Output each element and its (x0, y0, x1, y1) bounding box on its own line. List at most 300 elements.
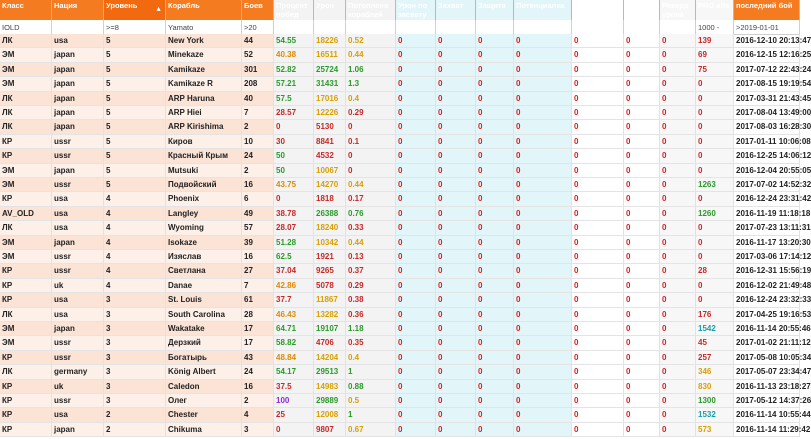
table-cell: ARP Hiei (166, 106, 242, 119)
table-cell: 0 (696, 120, 734, 133)
table-cell: ussr (52, 351, 104, 364)
table-cell: 0 (436, 236, 476, 249)
table-cell: 39 (242, 236, 274, 249)
table-cell: 5 (104, 106, 166, 119)
table-cell: 37.5 (274, 380, 314, 393)
column-header-13[interactable] (624, 0, 660, 20)
table-cell: 75 (696, 63, 734, 76)
column-header-14[interactable] (660, 0, 696, 20)
table-cell: 14983 (314, 380, 346, 393)
table-cell: 0 (514, 293, 572, 306)
table-cell: 50 (274, 164, 314, 177)
filter-cell-14 (660, 20, 696, 34)
table-cell: 0 (624, 207, 660, 220)
table-cell: 0 (624, 394, 660, 407)
table-cell: 0 (514, 149, 572, 162)
table-cell: 0 (396, 221, 436, 234)
table-cell: 2016-12-10 20:13:47 (734, 34, 800, 47)
table-cell: 0 (476, 63, 514, 76)
table-cell: 61 (242, 293, 274, 306)
table-row[interactable] (0, 293, 811, 307)
table-cell: 3 (104, 322, 166, 335)
table-cell: 5 (104, 63, 166, 76)
table-cell: 0 (624, 48, 660, 61)
table-cell: 0 (572, 308, 624, 321)
table-cell: 0 (514, 178, 572, 191)
table-cell: 5 (104, 149, 166, 162)
table-cell: 5 (104, 178, 166, 191)
table-row[interactable] (0, 250, 811, 264)
table-cell: 0 (572, 106, 624, 119)
table-cell: 0 (660, 351, 696, 364)
table-cell: 0 (572, 336, 624, 349)
header-row (0, 0, 800, 20)
table-cell: 0 (514, 351, 572, 364)
table-cell: 5 (104, 77, 166, 90)
table-cell: КР (0, 192, 52, 205)
table-cell: ussr (52, 135, 104, 148)
table-cell: КР (0, 423, 52, 436)
table-cell: 2016-12-15 12:16:25 (734, 48, 800, 61)
table-cell: 0 (436, 336, 476, 349)
table-cell: 0.13 (346, 250, 396, 263)
class-filter-input[interactable] (1, 22, 50, 33)
table-cell: 2017-05-12 14:37:26 (734, 394, 800, 407)
table-cell: 0 (396, 120, 436, 133)
table-cell: Mutsuki (166, 164, 242, 177)
table-row[interactable] (0, 92, 811, 106)
table-cell: 0 (476, 322, 514, 335)
table-cell: japan (52, 120, 104, 133)
table-cell: 51.28 (274, 236, 314, 249)
table-cell: 0 (696, 192, 734, 205)
table-cell: 0 (660, 192, 696, 205)
table-cell: 0 (660, 336, 696, 349)
column-header-2[interactable] (104, 0, 166, 20)
table-cell: 0 (624, 77, 660, 90)
filter-input-13[interactable] (625, 22, 658, 33)
table-cell: 0 (396, 192, 436, 205)
table-cell: 0 (396, 380, 436, 393)
table-cell: 0 (572, 293, 624, 306)
table-row[interactable] (0, 351, 811, 365)
table-cell: 0 (660, 394, 696, 407)
column-header-label: Засвечено кораблей (574, 1, 614, 19)
table-cell: 0 (514, 106, 572, 119)
table-cell: 0 (660, 135, 696, 148)
table-cell: 0 (476, 207, 514, 220)
table-row[interactable] (0, 77, 811, 91)
table-cell: 28 (242, 308, 274, 321)
table-cell: 0 (660, 164, 696, 177)
table-cell: 0 (660, 34, 696, 47)
table-cell: 4 (104, 192, 166, 205)
table-cell: 0.1 (346, 135, 396, 148)
table-cell: 0 (624, 34, 660, 47)
table-cell: КР (0, 408, 52, 421)
table-cell: ussr (52, 178, 104, 191)
table-cell: 40 (242, 92, 274, 105)
table-row[interactable] (0, 192, 811, 206)
table-cell: 0 (436, 408, 476, 421)
table-cell: 0 (624, 192, 660, 205)
table-cell: 0 (624, 336, 660, 349)
table-cell: 0.88 (346, 380, 396, 393)
table-cell: usa (52, 34, 104, 47)
table-row[interactable] (0, 120, 811, 134)
table-cell: 0 (476, 135, 514, 148)
table-cell: ЭМ (0, 164, 52, 177)
filter-input-8[interactable] (397, 22, 434, 33)
table-cell: 2016-11-14 11:29:42 (734, 423, 800, 436)
battles-filter-input[interactable] (243, 22, 272, 33)
column-header-8[interactable] (396, 0, 436, 20)
table-row[interactable] (0, 236, 811, 250)
table-cell: 4 (104, 264, 166, 277)
column-header-label: PRO alfa (698, 1, 730, 10)
column-header-12[interactable] (572, 0, 624, 20)
table-cell: 17 (242, 322, 274, 335)
table-cell: 0 (476, 120, 514, 133)
table-cell: 4 (104, 221, 166, 234)
filter-input-9[interactable] (437, 22, 474, 33)
table-cell: 2 (104, 423, 166, 436)
column-header-label: Корабль (168, 1, 200, 10)
table-row[interactable] (0, 365, 811, 379)
table-cell: 0 (572, 92, 624, 105)
table-cell: 1.18 (346, 322, 396, 335)
table-cell: 0 (514, 164, 572, 177)
table-cell: КР (0, 135, 52, 148)
table-cell: Minekaze (166, 48, 242, 61)
table-cell: 0 (476, 48, 514, 61)
table-cell: Wakatake (166, 322, 242, 335)
table-cell: 0 (514, 207, 572, 220)
table-cell: japan (52, 236, 104, 249)
table-cell: 0 (660, 149, 696, 162)
table-cell: 0 (572, 236, 624, 249)
table-cell: 0 (624, 221, 660, 234)
table-cell: 0 (436, 365, 476, 378)
table-cell: New York (166, 34, 242, 47)
table-cell: 0 (572, 423, 624, 436)
table-cell: japan (52, 164, 104, 177)
table-cell: 3 (242, 423, 274, 436)
column-header-1[interactable] (52, 0, 104, 20)
table-cell: 69 (696, 48, 734, 61)
table-row[interactable] (0, 34, 811, 48)
table-cell: 0 (660, 380, 696, 393)
table-cell: 5 (104, 48, 166, 61)
column-header-label: Урон по засвету (398, 1, 428, 19)
column-header-label: Нация (54, 1, 78, 10)
column-header-16[interactable] (734, 0, 800, 20)
table-cell: 0 (274, 423, 314, 436)
table-cell: 46.43 (274, 308, 314, 321)
table-cell: 0.4 (346, 92, 396, 105)
table-cell: uk (52, 279, 104, 292)
table-cell: uk (52, 380, 104, 393)
table-cell: 0 (436, 308, 476, 321)
table-cell: 0 (660, 322, 696, 335)
table-cell: 4706 (314, 336, 346, 349)
table-cell: 10342 (314, 236, 346, 249)
table-cell: 9807 (314, 423, 346, 436)
column-header-label: Рекорд урона (662, 1, 689, 19)
table-cell: 0 (572, 279, 624, 292)
filter-cell-2 (104, 20, 166, 34)
table-cell: 0 (396, 63, 436, 76)
filter-cell-11 (514, 20, 572, 34)
table-row[interactable] (0, 221, 811, 235)
table-cell: 0 (396, 34, 436, 47)
table-cell: 2017-08-15 19:19:54 (734, 77, 800, 90)
table-cell: 24 (242, 365, 274, 378)
column-header-3[interactable] (166, 0, 242, 20)
table-cell: 0 (396, 48, 436, 61)
table-cell: 0 (514, 423, 572, 436)
table-cell: 5 (104, 135, 166, 148)
filter-input-14[interactable] (661, 22, 694, 33)
table-cell: 0 (436, 279, 476, 292)
table-cell: 4 (104, 250, 166, 263)
table-cell: 2017-01-11 10:06:08 (734, 135, 800, 148)
tier-filter-input[interactable] (105, 22, 164, 33)
column-header-label: Защита (478, 1, 506, 10)
table-cell: 2017-01-02 21:11:12 (734, 336, 800, 349)
table-cell: 0 (660, 221, 696, 234)
table-cell: 0 (660, 423, 696, 436)
table-cell: 0 (572, 149, 624, 162)
column-header-5[interactable] (274, 0, 314, 20)
table-cell: 4 (242, 408, 274, 421)
table-row[interactable] (0, 308, 811, 322)
table-cell: 0 (514, 48, 572, 61)
table-cell: 3 (104, 351, 166, 364)
filter-input-11[interactable] (515, 22, 570, 33)
table-cell: 0 (624, 135, 660, 148)
table-cell: 0 (396, 408, 436, 421)
filter-cell-1 (52, 20, 104, 34)
table-cell: 2017-05-07 23:34:47 (734, 365, 800, 378)
table-cell: Isokaze (166, 236, 242, 249)
table-cell: 0 (514, 236, 572, 249)
table-row[interactable] (0, 178, 811, 192)
column-header-label: Захват (438, 1, 464, 10)
table-cell: 45 (696, 336, 734, 349)
table-cell: Chikuma (166, 423, 242, 436)
table-cell: 176 (696, 308, 734, 321)
table-row[interactable] (0, 408, 811, 422)
table-cell: 0 (624, 308, 660, 321)
table-cell: 0 (624, 92, 660, 105)
table-cell: 0.44 (346, 48, 396, 61)
table-cell: 0 (660, 106, 696, 119)
column-header-0[interactable] (0, 0, 52, 20)
filter-cell-8 (396, 20, 436, 34)
table-cell: Caledon (166, 380, 242, 393)
table-cell: 0 (476, 293, 514, 306)
filter-input-5[interactable] (275, 22, 312, 33)
table-cell: 0.29 (346, 279, 396, 292)
table-cell: 2017-05-08 10:05:34 (734, 351, 800, 364)
last-battle-filter-input[interactable] (735, 22, 798, 33)
nation-filter-input[interactable] (53, 22, 102, 33)
sort-ascending-icon[interactable]: ▲ (155, 6, 162, 13)
table-cell: 18226 (314, 34, 346, 47)
table-row[interactable] (0, 106, 811, 120)
table-cell: Kamikaze (166, 63, 242, 76)
filter-cell-5 (274, 20, 314, 34)
table-cell: 0.37 (346, 264, 396, 277)
table-cell: 6 (242, 192, 274, 205)
column-header-label: Потенциалка (516, 1, 565, 10)
column-header-11[interactable] (514, 0, 572, 20)
table-cell: 0 (436, 207, 476, 220)
table-cell: 1263 (696, 178, 734, 191)
table-cell: 1818 (314, 192, 346, 205)
column-header-6[interactable] (314, 0, 346, 20)
table-row[interactable] (0, 394, 811, 408)
filter-input-6[interactable] (315, 22, 344, 33)
table-cell: 0 (396, 264, 436, 277)
table-cell: 2016-12-02 21:49:48 (734, 279, 800, 292)
table-cell: 0 (572, 394, 624, 407)
table-cell: 2017-07-23 13:11:31 (734, 221, 800, 234)
table-cell: Красный Крым (166, 149, 242, 162)
table-cell: 44 (242, 34, 274, 47)
table-cell: 29889 (314, 394, 346, 407)
table-row[interactable] (0, 63, 811, 77)
table-row[interactable] (0, 264, 811, 278)
table-cell: 12008 (314, 408, 346, 421)
table-cell: 2 (242, 120, 274, 133)
table-cell: 0 (514, 264, 572, 277)
table-cell: 52.82 (274, 63, 314, 76)
table-cell: 4 (104, 279, 166, 292)
filter-input-10[interactable] (477, 22, 512, 33)
table-row[interactable] (0, 279, 811, 293)
table-cell: 573 (696, 423, 734, 436)
column-header-10[interactable] (476, 0, 514, 20)
table-cell: ЭМ (0, 322, 52, 335)
table-cell: 3 (104, 336, 166, 349)
table-cell: 2017-04-25 19:16:53 (734, 308, 800, 321)
table-cell: 0.5 (346, 394, 396, 407)
table-row[interactable] (0, 322, 811, 336)
table-row[interactable] (0, 380, 811, 394)
table-cell: 0 (514, 322, 572, 335)
table-row[interactable] (0, 423, 811, 437)
table-cell: 0 (436, 250, 476, 263)
filter-input-7[interactable] (347, 22, 394, 33)
filter-cell-10 (476, 20, 514, 34)
table-cell: Chester (166, 408, 242, 421)
table-row[interactable] (0, 164, 811, 178)
table-cell: 14204 (314, 351, 346, 364)
table-cell: 1300 (696, 394, 734, 407)
table-cell: 0 (396, 351, 436, 364)
table-cell: 2016-11-14 20:55:46 (734, 322, 800, 335)
table-cell: 0.36 (346, 308, 396, 321)
table-cell: 38.78 (274, 207, 314, 220)
table-cell: 57.5 (274, 92, 314, 105)
table-cell: 0 (476, 394, 514, 407)
table-cell: 0 (624, 365, 660, 378)
table-cell: 42.86 (274, 279, 314, 292)
table-row[interactable] (0, 207, 811, 221)
table-cell: 0 (476, 250, 514, 263)
table-cell: 2 (242, 164, 274, 177)
table-row[interactable] (0, 48, 811, 62)
table-cell: ЛК (0, 308, 52, 321)
filter-cell-3 (166, 20, 242, 34)
table-cell: 1 (346, 365, 396, 378)
table-cell: 0 (396, 293, 436, 306)
table-cell: КР (0, 279, 52, 292)
table-cell: 0.17 (346, 192, 396, 205)
table-cell: 0 (514, 336, 572, 349)
table-cell: 0 (514, 279, 572, 292)
table-cell: 0 (696, 279, 734, 292)
table-cell: 0 (572, 365, 624, 378)
ship-filter-input[interactable] (167, 22, 240, 33)
table-cell: 0 (476, 77, 514, 90)
column-header-7[interactable] (346, 0, 396, 20)
table-cell: 0 (346, 149, 396, 162)
table-cell: 0 (476, 264, 514, 277)
table-cell: 0 (572, 322, 624, 335)
table-cell: 9265 (314, 264, 346, 277)
pro-filter-input[interactable] (697, 22, 732, 33)
table-row[interactable] (0, 149, 811, 163)
table-cell: 0 (572, 48, 624, 61)
table-cell: 2016-11-17 13:20:30 (734, 236, 800, 249)
filter-row (0, 20, 800, 35)
table-cell: 139 (696, 34, 734, 47)
table-cell: 0 (514, 394, 572, 407)
table-cell: 0 (514, 308, 572, 321)
table-cell: 1 (346, 408, 396, 421)
table-cell: 0.52 (346, 34, 396, 47)
column-header-4[interactable] (242, 0, 274, 20)
filter-input-12[interactable] (573, 22, 622, 33)
table-cell: 0 (396, 178, 436, 191)
table-cell: 0 (624, 164, 660, 177)
column-header-9[interactable] (436, 0, 476, 20)
table-cell: 0.44 (346, 178, 396, 191)
table-cell: 0 (436, 120, 476, 133)
table-cell: 0 (346, 120, 396, 133)
table-cell: ussr (52, 336, 104, 349)
table-cell: 0 (624, 279, 660, 292)
column-header-label: Боев (244, 1, 263, 10)
table-cell: ARP Kirishima (166, 120, 242, 133)
table-cell: 16 (242, 178, 274, 191)
table-cell: 3 (104, 365, 166, 378)
table-row[interactable] (0, 135, 811, 149)
table-cell: 0 (476, 380, 514, 393)
table-cell: ЭМ (0, 63, 52, 76)
table-row[interactable] (0, 336, 811, 350)
filter-cell-6 (314, 20, 346, 34)
column-header-15[interactable] (696, 0, 734, 20)
column-header-label: Рекорд опыта (626, 1, 653, 19)
table-cell: ЭМ (0, 236, 52, 249)
table-cell: 0 (396, 308, 436, 321)
table-cell: 0 (660, 250, 696, 263)
table-cell: ЛК (0, 92, 52, 105)
